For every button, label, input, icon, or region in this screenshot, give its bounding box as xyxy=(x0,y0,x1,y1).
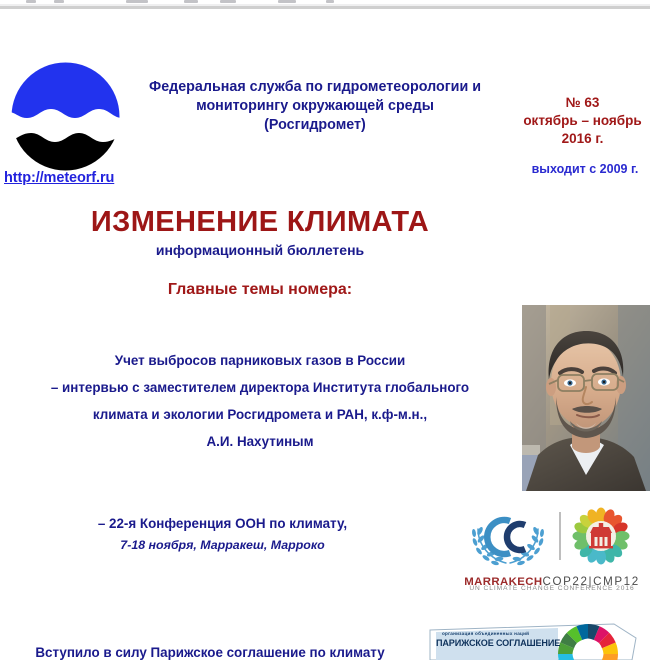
rosgidromet-logo-icon xyxy=(9,60,122,173)
toolbar-control-4[interactable] xyxy=(278,0,296,3)
topic-interview-line-3: климата и экологии Росгидромета и РАН, к.ф-м.н., xyxy=(92,407,428,422)
topic-cop22-line-1: – 22-я Конференция ООН по климату, xyxy=(97,516,348,531)
issue-period: октябрь – ноябрь xyxy=(523,113,642,128)
marrakech-cop-label: COP22|CMP12 xyxy=(542,575,640,588)
topic-paris-line-1: Вступило в силу Парижское соглашение по климату xyxy=(35,645,385,660)
toolbar-control-1[interactable] xyxy=(126,0,148,3)
marrakech-city-label: MARRAKECH xyxy=(464,576,543,588)
paris-banner-main-line: ПАРИЖСКОЕ СОГЛАШЕНИЕ xyxy=(436,638,561,648)
topic-interview-line-4: А.И. Нахутиным xyxy=(206,434,314,449)
page-subtitle: информационный бюллетень xyxy=(155,242,365,258)
document-page xyxy=(0,10,650,660)
topic-cop22-line-2: 7-18 ноября, Марракеш, Марроко xyxy=(120,538,325,552)
paris-agreement-banner xyxy=(428,622,650,660)
marrakech-cop22-logo xyxy=(462,506,642,596)
topics-header: Главные темы номера: xyxy=(167,281,353,298)
agency-name-line-2: мониторингу окружающей среды xyxy=(196,98,434,114)
toolbar-control-5[interactable] xyxy=(326,0,334,3)
browser-chrome-strip xyxy=(0,0,650,10)
masthead xyxy=(0,50,650,195)
agency-name xyxy=(125,78,505,135)
issue-info xyxy=(515,94,650,148)
agency-name-line-1: Федеральная служба по гидрометеорологии и xyxy=(149,79,481,95)
toolbar-control-3[interactable] xyxy=(220,0,236,3)
forward-icon[interactable] xyxy=(54,0,64,3)
chrome-divider-gray xyxy=(0,6,650,9)
issue-number: № 63 xyxy=(565,95,600,110)
topic-interview-line-2: – интервью с заместителем директора Института глобального xyxy=(50,380,470,395)
back-icon[interactable] xyxy=(26,0,36,3)
toolbar-control-2[interactable] xyxy=(184,0,198,3)
topic-interview-line-1: Учет выбросов парниковых газов в России xyxy=(114,353,406,368)
topic-interview xyxy=(0,347,520,455)
issue-year: 2016 г. xyxy=(561,131,604,146)
marrakech-tagline: UN CLIMATE CHANGE CONFERENCE 2016 xyxy=(469,585,635,592)
portrait-photo-interviewee xyxy=(522,305,650,491)
paris-banner-un-line: организация объединенных наций xyxy=(442,631,530,636)
agency-name-line-3: (Росгидромет) xyxy=(264,117,366,133)
site-url-link[interactable]: http://meteorf.ru xyxy=(4,170,115,186)
published-since: выходит с 2009 г. xyxy=(531,162,639,176)
page-title: ИЗМЕНЕНИЕ КЛИМАТА xyxy=(90,206,430,238)
